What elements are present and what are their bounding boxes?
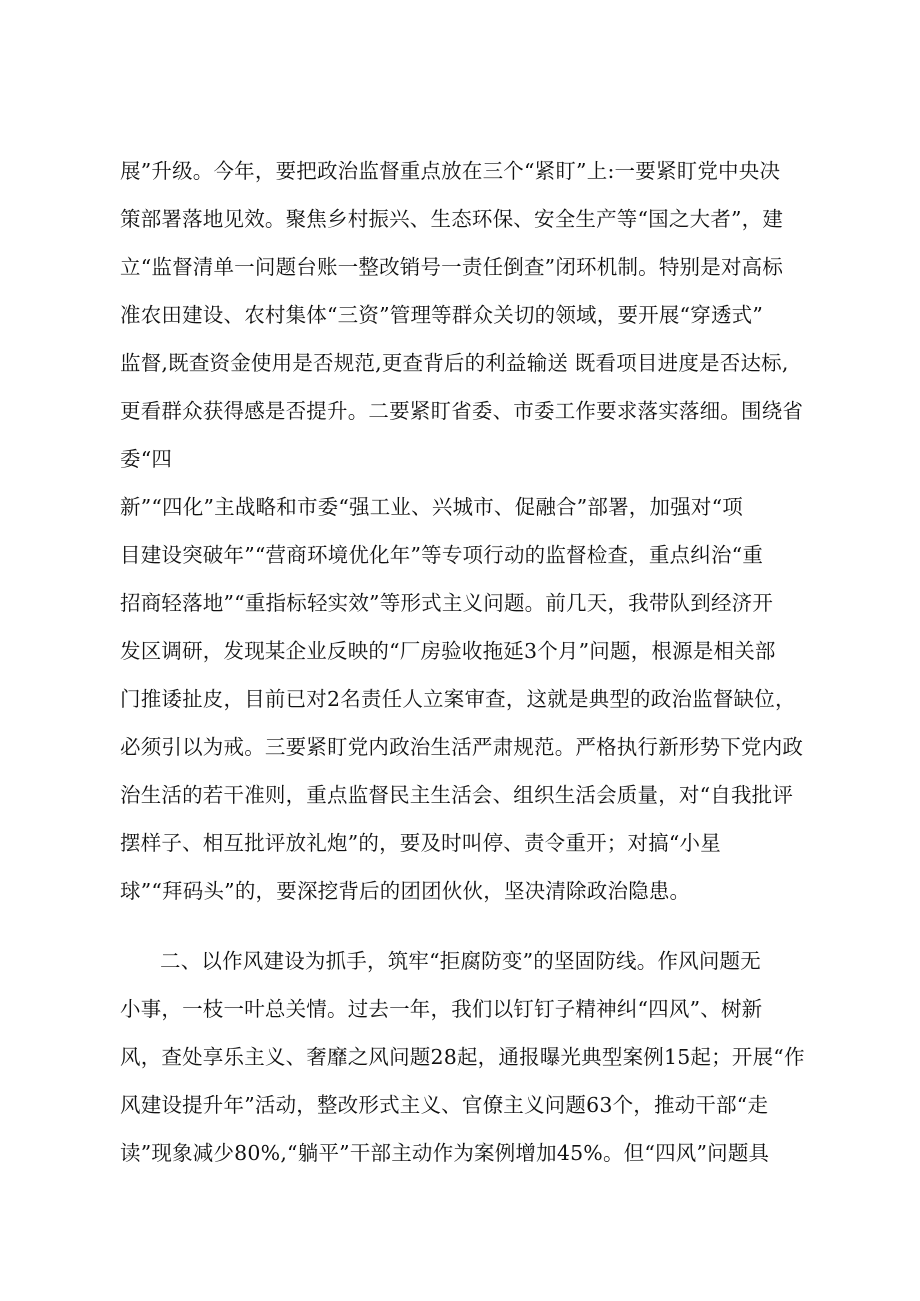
text-line: 读”现象减少80%,“躺平”干部主动作为案例增加45%。但“四风”问题具 — [120, 1141, 770, 1165]
text-line: 策部署落地见效。聚焦乡村振兴、生态环保、安全生产等“国之大者”，建 — [120, 207, 784, 231]
text-line: 风，查处享乐主义、奢靡之风问题28起，通报曝光典型案例15起；开展“作 — [120, 1045, 805, 1069]
text-line: 展”升级。今年，要把政治监督重点放在三个“紧盯”上:一要紧盯党中央决 — [120, 159, 781, 183]
text-line: 必须引以为戒。三要紧盯党内政治生活严肃规范。严格执行新形势下党内政 — [120, 735, 804, 759]
text-line: 风建设提升年”活动，整改形式主义、官僚主义问题63个，推动干部“走 — [120, 1093, 769, 1117]
text-line: 委“四 — [120, 447, 173, 471]
text-line: 球”“拜码头”的，要深挖背后的团团伙伙，坚决清除政治隐患。 — [120, 879, 691, 903]
text-line: 摆样子、相互批评放礼炮”的，要及时叫停、责令重开；对搞“小星 — [120, 831, 721, 855]
text-line: 目建设突破年”“营商环境优化年”等专项行动的监督检查，重点纠治“重 — [120, 543, 764, 567]
text-line: 准农田建设、农村集体“三资”管理等群众关切的领域，要开展“穿透式” — [120, 303, 764, 327]
text-line-indented: 二、以作风建设为抓手，筑牢“拒腐防变”的坚固防线。作风问题无 — [160, 949, 761, 973]
text-line: 发区调研，发现某企业反映的“厂房验收拖延3个月”问题，根源是相关部 — [120, 639, 776, 663]
text-line: 新”“四化”主战略和市委“强工业、兴城市、促融合”部署，加强对“项 — [120, 495, 743, 519]
text-line: 小事，一枝一叶总关情。过去一年，我们以钉钉子精神纠“四风”、树新 — [120, 997, 763, 1021]
text-line: 监督,既查资金使用是否规范,更查背后的利益输送 既看项目进度是否达标, — [120, 351, 789, 375]
text-line: 治生活的若干准则，重点监督民主生活会、组织生活会质量，对“自我批评 — [120, 783, 794, 807]
text-line: 立“监督清单一问题台账一整改销号一责任倒查”闭环机制。特别是对高标 — [120, 255, 784, 279]
text-line: 更看群众获得感是否提升。二要紧盯省委、市委工作要求落实落细。围绕省 — [120, 399, 804, 423]
text-line: 招商轻落地”“重指标轻实效”等形式主义问题。前几天，我带队到经济开 — [120, 591, 774, 615]
text-line: 门推诿扯皮，目前已对2名责任人立案审查，这就是典型的政治监督缺位， — [120, 687, 796, 711]
